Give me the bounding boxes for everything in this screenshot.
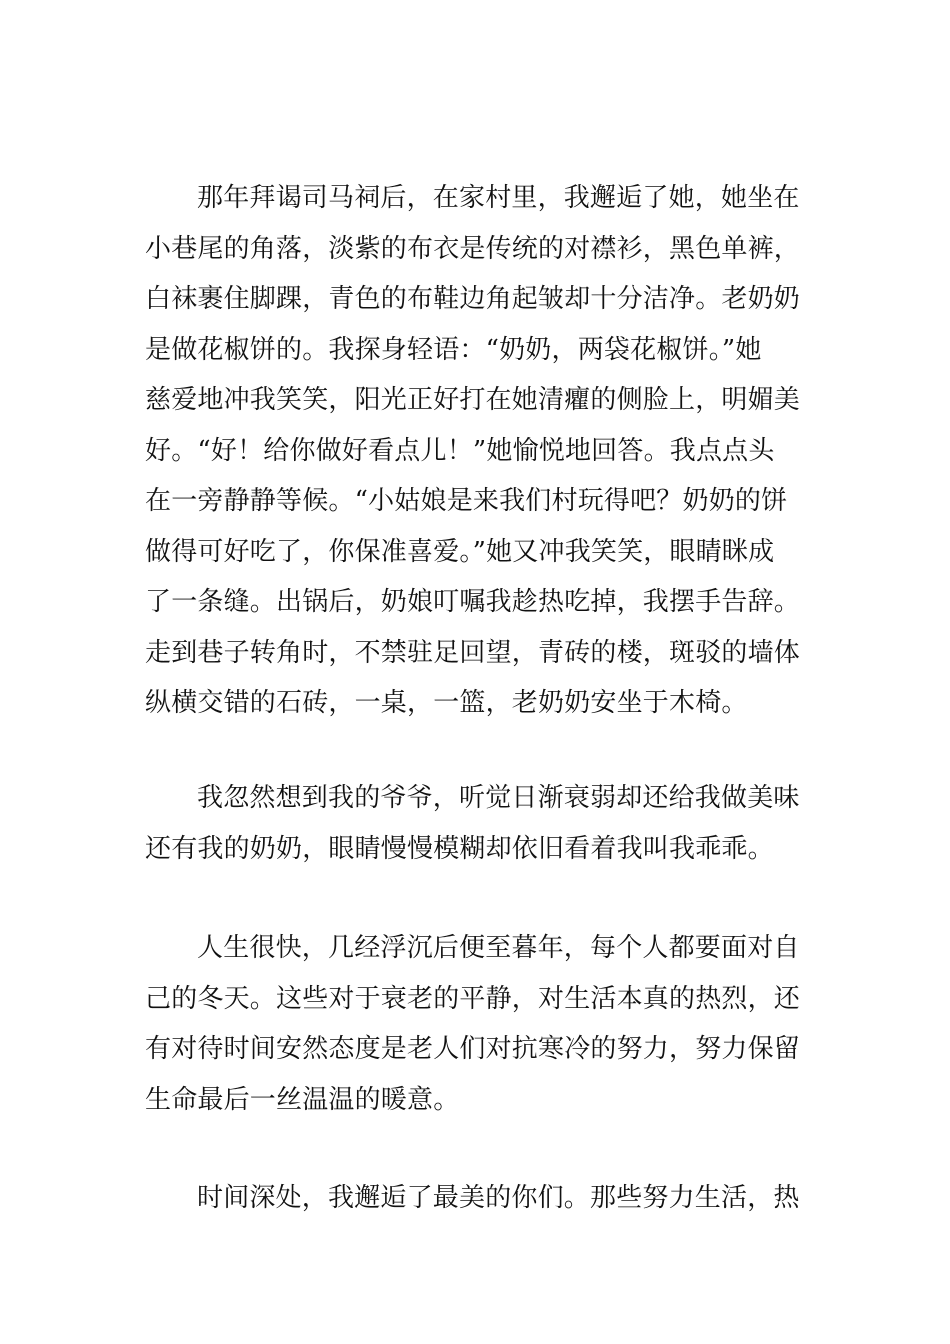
- paragraph-line: 有对待时间安然态度是老人们对抗寒冷的努力，努力保留: [145, 1034, 801, 1064]
- paragraph-line: 小巷尾的角落，淡紫的布衣是传统的对襟衫，黑色单裤，: [145, 233, 801, 264]
- paragraph-line: 慈爱地冲我笑笑，阳光正好打在她清癯的侧脸上，明媚美: [145, 385, 801, 415]
- paragraph-1: [145, 173, 807, 729]
- paragraph-line: 己的冬天。这些对于衰老的平静，对生活本真的热烈，还: [145, 983, 801, 1014]
- paragraph-line: 走到巷子转角时，不禁驻足回望，青砖的楼，斑驳的墙体: [145, 637, 801, 668]
- paragraph-line: 在一旁静静等候。“小姑娘是来我们村玩得吧？奶奶的饼: [145, 486, 788, 516]
- paragraph-line: 人生很快，几经浮沉后便至暮年，每个人都要面对自: [197, 933, 800, 963]
- paragraph-line: 那年拜谒司马祠后，在家村里，我邂逅了她，她坐在: [197, 183, 800, 213]
- paragraph-line: 我忽然想到我的爷爷，听觉日渐衰弱却还给我做美味: [197, 783, 800, 813]
- paragraph-line: 了一条缝。出锅后，奶娘叮嘱我趁热吃掉，我摆手告辞。: [145, 587, 801, 617]
- paragraph-2: [145, 773, 807, 874]
- paragraph-line: 时间深处，我邂逅了最美的你们。那些努力生活，热: [197, 1183, 800, 1213]
- paragraph-line: 做得可好吃了，你保准喜爱。”她又冲我笑笑，眼睛眯成: [145, 536, 775, 567]
- paragraph-line: 好。“好！给你做好看点儿！”她愉悦地回答。我点点头: [145, 435, 775, 466]
- paragraph-line: 白袜裹住脚踝，青色的布鞋边角起皱却十分洁净。老奶奶: [145, 284, 801, 314]
- paragraph-3: [145, 923, 807, 1125]
- paragraph-line: 生命最后一丝温温的暖意。: [145, 1084, 460, 1115]
- paragraph-line: 纵横交错的石砖，一桌，一篮，老奶奶安坐于木椅。: [145, 688, 748, 718]
- paragraph-line: 是做花椒饼的。我探身轻语：“奶奶，两袋花椒饼。”她: [145, 334, 762, 365]
- paragraph-line: 还有我的奶奶，眼睛慢慢模糊却依旧看着我叫我乖乖。: [145, 833, 774, 864]
- paragraph-4: [145, 1173, 807, 1224]
